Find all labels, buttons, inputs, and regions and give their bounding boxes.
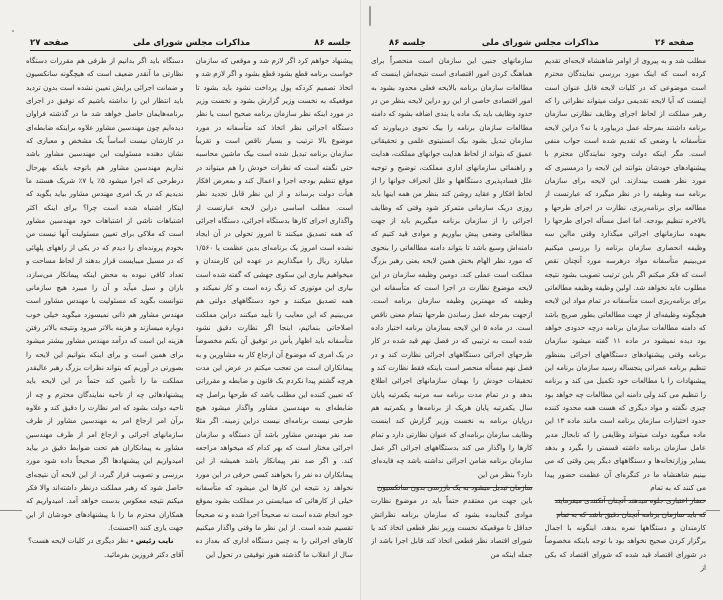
- scan-speck: [12, 30, 14, 32]
- body-paragraph: کارمندان و دستگاهها نمره بدهد، اینگونه با اجمال برگزار کردن صحیح نخواهد بود با توجه باینکه مخصوصاً در شورای اقتصاد قید شده که شورای اقتصاد که یکی از: [544, 523, 706, 573]
- left-page-header: [30, 28, 351, 51]
- scan-mark: [706, 510, 720, 511]
- struck-line: حضار اعتباری جلوه میدهند آنچنان آنکنندی میفرمایند: [554, 496, 706, 506]
- session-label: جلسه ۸۶: [314, 38, 351, 48]
- text-column-left: [26, 54, 184, 578]
- scan-speck: [369, 6, 371, 26]
- text-column-left: [371, 54, 533, 578]
- left-page: [0, 0, 361, 600]
- page-number: صفحه ۲۶: [655, 38, 694, 48]
- right-page: [361, 0, 722, 600]
- session-label: جلسه ۸۶: [389, 38, 426, 48]
- page-title: مذاکرات مجلس شورای ملی: [481, 38, 599, 48]
- right-page-header: [389, 28, 694, 51]
- body-paragraph: سازمانهای جنبی این سازمان است منحصراً برای هماهنگ کردن امور اقتصادی است نتیجه‌اش اینست که مطالعات سازمان برنامه بالایحه فعلی محدود بشود به امور اقتصادی خاصی از این رو دراین لایحه بنظر من در حدود وظایف باید یک ماده یا بندی اضافه بشود که دامنه مطالعات سازمان برنامه را بیک نحوی دربیاورند که سازمان تبدیل بشود بیک انستیتوی علمی و تحقیقاتی عمیق که بتواند از لحاظ هدایت جوانهای مملکت، هدایت و راهنمائی سازمانهای اداری مملکت، توضیح و توجیه علل فسادپذیری دستگاهها و علل انحراف جوانها را از لحاظ افکار و عقاید روشن کند بنظر من همه اینها باید روزی دریک سازمانی متمرکز شود وقتی که وظایف اجرائی را از سازمان برنامه میگیریم باید از جهت مطالعاتی وضعی پیش بیاوریم و موادی قید کنیم که دامنه‌اش وسیع باشد تا بتواند دامنه مطالعاتی را بنحوی که مورد نظر الهام بخش همین لایحه یعنی رهبر بزرگ مملکت است عملی کند. دومین وظیفه سازمان در این لایحه موضوع نظارت در اجرا است که متأسفانه این وظیفه که مهمترین وظیفه سازمان برنامه است. ازجهت بمرحله عمل رساندن طرحها بتمام معنی ناقص است. در ماده ۵ این لایحه بسازمان برنامه اختیار داده شده است به ترتیبی که در فصل نهم قید شده در کار طرحهای اجرائی دستگاههای اجرائی نظارت کند و در فصل نهم مسأله منحصر است باینکه فقط نظارت کند و تحقیقات خودش را بهمان سازمانهای اجرائی اطلاع بدهد و در تمام مدت برنامه سه مرتبه یکمرتبه پایان سال یکمرتبه پایان هریک از برنامه‌ها و یکمرتبه هم درپایان برنامه به نخست وزیر گزارش کند اینست وظایف سازمان برنامه‌ای که عنوان نظارتی دارد و تمام کارها را واگذار می کند بدستگاههای اجرائی اگر عمل سازمان برنامه ضامن اجرائی نداشته باشد چه فایده‌ای دارد؟ بنظر من این: [371, 56, 533, 479]
- text-column-right: [545, 54, 707, 578]
- followup-line: آقای دکتر فروزین بفرمائید.: [104, 549, 184, 559]
- page-number: صفحه ۲۷: [30, 38, 69, 48]
- left-page-columns: [26, 54, 353, 578]
- speaker-name: نایب رئیس -: [130, 536, 174, 546]
- speaker-text: نظر دیگری در کلیات لایحه هست؟: [28, 536, 129, 546]
- speaker-paragraph: [26, 534, 184, 547]
- body-paragraph: پیشنهاد خواهم کرد اگر لازم شد و موقعی که سازمان خواست برنامه قطع بشود قطع بشود و اگر لازم شد و اتخاذ تصمیم کردکه پول پرداخت نشود باید بشود تا موقعیکه به نخست وزیر گزارش بشود و نخست وزیر در مورد اینکه نظر سازمان برنامه صحیح است یا نظر دستگاه اجرائی نظر اتخاذ کند متأسفانه در مورد موضوع بالا ترتیب و بسیار ناقص است و تقریباً سازمان برنامه تبدیل شده است بیک ماشین محاسبه حتی نگفته است که نظرات خودش را هم میتواند در موقع تنظیم بودجه اجرا و اعمال کند و بمعرض افکار هیأت دولت برساند و از این نظر قابل تجدید نظر است. مطلب اساسی دراین لایحه عبارتست از واگذاری اجرای کارها بدستگاه اجرائی، دستگاه اجرائی که همه تصدیق میکنند تا امروز تحولی در آن ایجاد نشده است امروز یک برنامه‌ای بدین عظمت یا ۱/۵۶۰ میلیارد ریال را میگذاریم در عهده این کارمندان و میخواهیم بیاری این سکوی جهشی که گفته شده است بیاری این موتوری که زنگ زده است و کار نمیکند و همه تصدیق میکنند و خود دستگاههای دولتی هم می‌بینیم که این معایب را تأیید میکنند دراین مملکت اصلاحاتی بنمائیم، اینجا اگر نظارت دقیق نشود متأسفانه باید اظهار یأس در توفیق آن بکنم مخصوصاً در یک امری که موضوع آن ارجاع کار به مشاورین و به پیمانکاران است من تعجب میکنم در عرض این مدت هرچه گشتم پیدا نکردم یک قانون و ضابطه و مقرراتی که تعیین کننده این مطلب باشد که طرحها براصل چه ضابطه‌ای به مهندسین مشاور واگذار میشود هیچ طرحی نیست برنامه‌ای نیست دراین زمینه. اگر مثلا صد نفر مهندس مشاور باشد آن دستگاه و سازمان اجرائی مختار است که بهر کدام که میخواهد مراجعه کند. و اگر صد نفر پیمانکار باشد همیشه از این پیمانکاران ده نفر را بخواهند کسی حرفی در این مورد نخواهد زد نتیجه این کارها این میشود که متأسفانه خیلی از کارهائی که میبایستی در مملکت بشود بموقع خود انجام شده است نه صحیحاً اجرا شده و نه صحیحاً تقسیم شده است. از این نظر ما وقتی واگذار میکنیم کارهای اجرائی را به چنین دستگاه اداری که بعداز ده سال از انقلاب ما گذشته هنوز توفیقی در تحول این: [195, 56, 353, 559]
- struck-line: که باید سازمان برنامه آنچنان دقیق باشد که به تمام: [556, 509, 706, 519]
- right-page-columns: [371, 54, 706, 578]
- body-paragraph: دستگاه باید اگر بدانیم از طرفی هم مقررات دستگاه نظارتی ما آنقدر ضعیف است که هیچگونه سانکسیون و ضمانت اجرائی برایش تعیین نشده است بدون تردید باید انتظار این را نداشته باشیم که توفیق در اجرای برنامه‌هایمان حاصل خواهد شد ما در گذشته فراوان دیده‌ایم چون مهندسین مشاور علاوه براینکه ضابطه‌ای در کارشان نیست اساساً یک مشخص و معیاری که نشان دهنده مسئولیت این مهندسین مشاور باشد نداریم مهندسین مشاور هم باتوجه باینکه بهرحال درطرحی که اجرا میشود ۵٪ یا ۷٪ شریک هستند ما ندیدیم که در یک امری مهندس مشاور بیاید بگوید که اینکار اشتباه شده است چرا؟ برای اینکه اکثر اشتباهات ناشی از اشتباهات خود مهندسین مشاور است که ملاکی برای تعیین مسئولیت آنها نیست من بخودم پرونده‌ای را دیدم که در یکی از راههای پلهائی که در مسیل میبایست قرار بدهند از لحاظ مساحت و تعداد کافی نبوده به محض اینکه پیمانکار می‌سازد، باران و سیل میآید و آن را میبرد هیچ سازمانی نتوانست بگوید که مسئولیت با مهندس مشاور است مهندس مشاور هم ذاتی نمیسوزد میگوید خیلی خوب دوباره میسازند و هزینه بالاتر میرود ونتیجه بالاتر رفتن هزینه این است که درآمد مهندس مشاور بیشتر میشود برای همین است و برای اینکه بتوانیم این لایحه را بصورتی در آوریم که بتواند نظرات بزرگ رهبر عالیقدر مملکت ما را تأمین کند حتماً در این لایحه باید پیشنهادهائی چه از ناحیه نمایندگان محترم و چه از ناحیه دولت بشود که امر نظارت را دقیق کند و علاوه برآن امر ارجاع امر به مهندسین مشاور از طرف سازمانهای اجرائی و ارجاع امر از طرف مهندسین مشاور به پیمانکاران هم تحت ضوابط دقیق در بیاید امیدواریم این پیشنهادها اگر صحیحاً داده شود مورد بررسی و تصویب قرار گیرد، از این لایحه آن نتیجه‌ای حاصل شود که رهبر مملکت درنظر داشته‌اند والا فکر میکنم نتیجه معکوس بدست خواهد آمد. امیدواریم که همکاران محترم ما را با پیشنهادهای خودشان از این جهت یاری کنند (احسنت).: [26, 56, 184, 533]
- body-paragraph: باین جهت من معتقدم حتماً باید در موضوع نظارت موادی گنجانیده بشود که سازمان برنامه نظراتش حداقل تا موقعیکه نخست وزیر نظر قطعی اتخاذ کند یا شورای اقتصاد نظر قطعی اتخاذ کند قابل اجرا باشد از جمله اینکه من: [371, 496, 533, 559]
- struck-line: سازمان تبدیل میشود به یک بازرسی بدون سانکسیون: [377, 483, 533, 492]
- body-paragraph: مطلب شد و به پیروی از اوامر شاهنشاه لایحه‌ای تقدیم کرده است که اینک مورد بررسی نمایندگان محترم است موضوعی که در کلیات لایحه قابل عنوان است اینست که آیا لایحه تقدیمی دولت میتواند نظراتی را که رهبر مملکت از لحاظ اجرای وظایف نظارتی سازمان برنامه داشتند بمرحله عمل دربیاورد یا نه؟ دراین لایحه متأسفانه با وضعی که تقدیم شده است جواب منفی است. مگر اینکه دولت وجود نمایندگان محترم با پیشنهادهای خودشان بتوانند این لایحه را درمسیری که مورد نظر هست بیندازند. این لایحه برای سازمان برنامه سه وظیفه را در نظر میگیرد که عبارتست از مطالعه برای برنامه‌ریزی، نظارت در اجرای طرحها و بالاخره تنظیم بودجه. اما اصل مسأله اجرای طرحها را بعهده سازمانهای اجرائی میگذارد وقتی مااین سه وظیفه انحصاری سازمان برنامه را بررسی میکنیم می‌بینیم متأسفانه مواد درهرسه مورد آنچنان نقص است که فکر میکنم اگر باین ترتیب تصویب بشود نتیجه مطلوب عاید نخواهد شد. اولین وظیفه وظیفه مطالعاتی برای برنامه‌ریزی است متأسفانه در تمام مواد این لایحه هیچگونه وظیفه‌ای از جهت مطالعاتی بطور صریح باشد که دامنه مطالعات سازمان برنامه درچه حدودی خواهد بود دیده نمیشود در ماده ۱۱ گفته میشود سازمان برنامه وقتی پیشنهادهای دستگاههای اجرائی بمنظور تنظیم برنامه عمرانی پنجساله رسید سازمان برنامه این پیشنهادات را با مطالعات خود تکمیل می کند و برنامه را تنظیم می کند ولی دامنه این مطالعات چه خواهد بود چیزی نگفته و مواد دیگری که هست همه محدود کننده حدود اختیارات سازمان برنامه است مانند ماده ۱۳ این ماده میگوید دولت میتواند وظایفی را که تابحال مدیر عامل سازمان برنامه داشته قسمتی را بگیرد و بدهد بسایر وزارتخانه‌ها و دستگاههای دیگر پس وقتی که می بینیم شاهنشاه ما در کنگره‌ای آن عظمت حضور پیدا می کنند که به تمام: [544, 56, 706, 492]
- page-title: مذاکرات مجلس شورای ملی: [133, 38, 251, 48]
- scan-mark: [0, 510, 22, 511]
- text-column-right: [196, 54, 354, 578]
